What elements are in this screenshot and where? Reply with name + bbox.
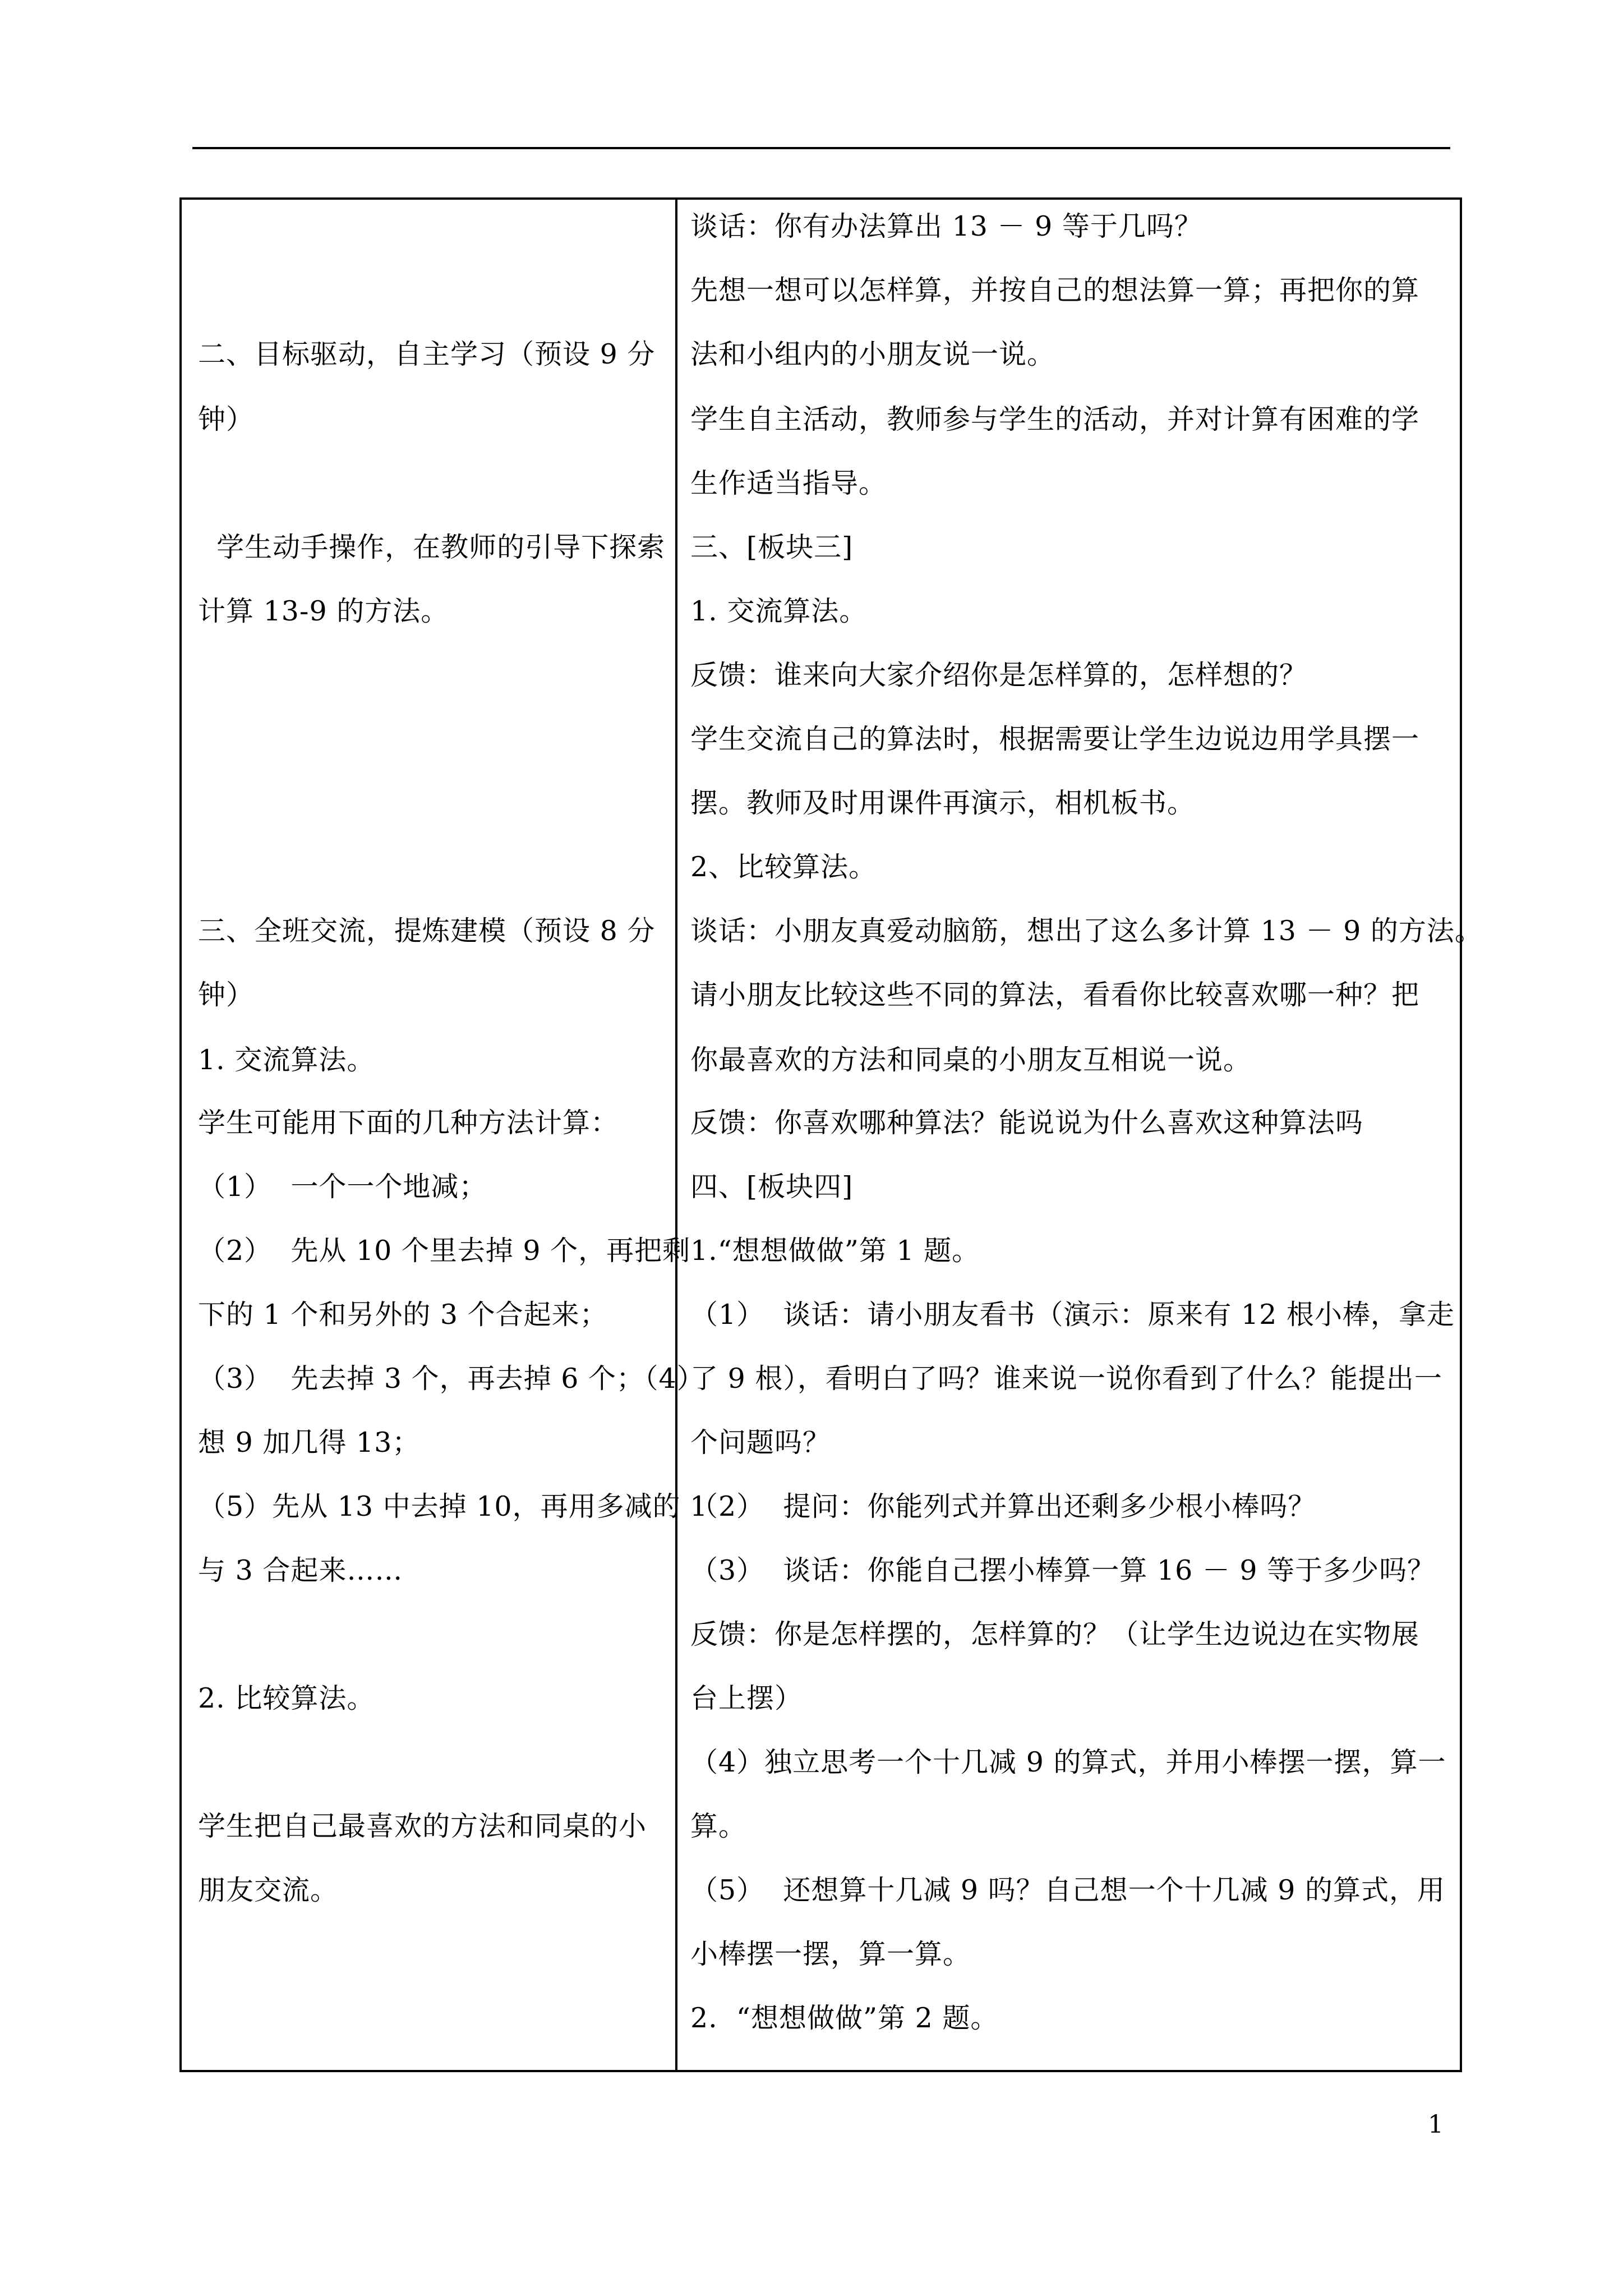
- text-line: （3） 先去掉 3 个，再去掉 6 个；（4）: [198, 1363, 705, 1395]
- page-number: 1: [1428, 2110, 1444, 2139]
- text-line: 2. “想想做做”第 2 题。: [690, 2002, 999, 2034]
- text-line: 谈话：小朋友真爱动脑筋，想出了这么多计算 13 － 9 的方法。: [690, 915, 1483, 947]
- text-line: 学生可能用下面的几种方法计算：: [198, 1107, 619, 1139]
- text-line: 反馈：你是怎样摆的，怎样算的？（让学生边说边在实物展: [690, 1618, 1420, 1650]
- text-line: 钟）: [198, 979, 255, 1011]
- text-line: 2、比较算法。: [690, 851, 877, 883]
- text-line: 法和小组内的小朋友说一说。: [690, 338, 1055, 370]
- text-line: 1. 交流算法。: [198, 1044, 375, 1076]
- text-line: 朋友交流。: [198, 1874, 339, 1906]
- text-line: 钟）: [198, 403, 255, 435]
- text-line: 计算 13-9 的方法。: [198, 595, 449, 627]
- text-line: （1） 谈话：请小朋友看书（演示：原来有 12 根小棒，拿走: [690, 1299, 1455, 1331]
- text-line: 想 9 加几得 13；: [198, 1427, 421, 1458]
- text-line: 反馈：谁来向大家介绍你是怎样算的，怎样想的？: [690, 659, 1308, 691]
- text-line: 1. 交流算法。: [690, 595, 868, 627]
- text-line: 先想一想可以怎样算，并按自己的想法算一算；再把你的算: [690, 274, 1420, 306]
- text-line: （5）先从 13 中去掉 10，再用多减的 1: [198, 1490, 708, 1522]
- text-line: （4）独立思考一个十几减 9 的算式，并用小棒摆一摆，算一: [690, 1746, 1446, 1778]
- text-line: 学生自主活动，教师参与学生的活动，并对计算有困难的学: [690, 403, 1420, 435]
- text-line: （2） 先从 10 个里去掉 9 个，再把剩: [198, 1235, 691, 1267]
- text-line: 三、全班交流，提炼建模（预设 8 分: [198, 915, 656, 947]
- text-line: 学生动手操作，在教师的引导下探索: [198, 531, 666, 563]
- text-line: 三、[板块三]: [690, 531, 854, 563]
- text-line: 下的 1 个和另外的 3 个合起来；: [198, 1299, 608, 1331]
- text-line: （3） 谈话：你能自己摆小棒算一算 16 － 9 等于多少吗？: [690, 1554, 1436, 1586]
- right-column: [179, 197, 1483, 2072]
- text-line: 个问题吗？: [690, 1427, 831, 1458]
- text-line: （2） 提问：你能列式并算出还剩多少根小棒吗？: [690, 1490, 1316, 1522]
- text-line: 小棒摆一摆，算一算。: [690, 1938, 971, 1970]
- text-line: 与 3 合起来……: [198, 1554, 403, 1586]
- text-line: 谈话：你有办法算出 13 － 9 等于几吗？: [690, 210, 1202, 242]
- text-line: 二、目标驱动，自主学习（预设 9 分: [198, 338, 656, 370]
- text-line: 你最喜欢的方法和同桌的小朋友互相说一说。: [690, 1044, 1252, 1076]
- text-line: 学生交流自己的算法时，根据需要让学生边说边用学具摆一: [690, 723, 1420, 755]
- text-line: 摆。教师及时用课件再演示，相机板书。: [690, 787, 1196, 819]
- header-rule: [192, 147, 1450, 149]
- text-line: 2. 比较算法。: [198, 1682, 375, 1714]
- text-line: 学生把自己最喜欢的方法和同桌的小: [198, 1810, 647, 1842]
- text-line: 反馈：你喜欢哪种算法？能说说为什么喜欢这种算法吗: [690, 1107, 1364, 1139]
- text-line: （1） 一个一个地减；: [198, 1171, 487, 1203]
- text-line: 1.“想想做做”第 1 题。: [690, 1235, 980, 1267]
- text-line: 生作适当指导。: [690, 467, 887, 499]
- text-line: 请小朋友比较这些不同的算法，看看你比较喜欢哪一种？把: [690, 979, 1420, 1011]
- text-line: 台上摆）: [690, 1682, 803, 1714]
- text-line: （5） 还想算十几减 9 吗？自己想一个十几减 9 的算式，用: [690, 1874, 1445, 1906]
- text-line: 了 9 根），看明白了吗？谁来说一说你看到了什么？能提出一: [690, 1363, 1442, 1395]
- text-line: 四、[板块四]: [690, 1171, 854, 1203]
- text-line: 算。: [690, 1810, 747, 1842]
